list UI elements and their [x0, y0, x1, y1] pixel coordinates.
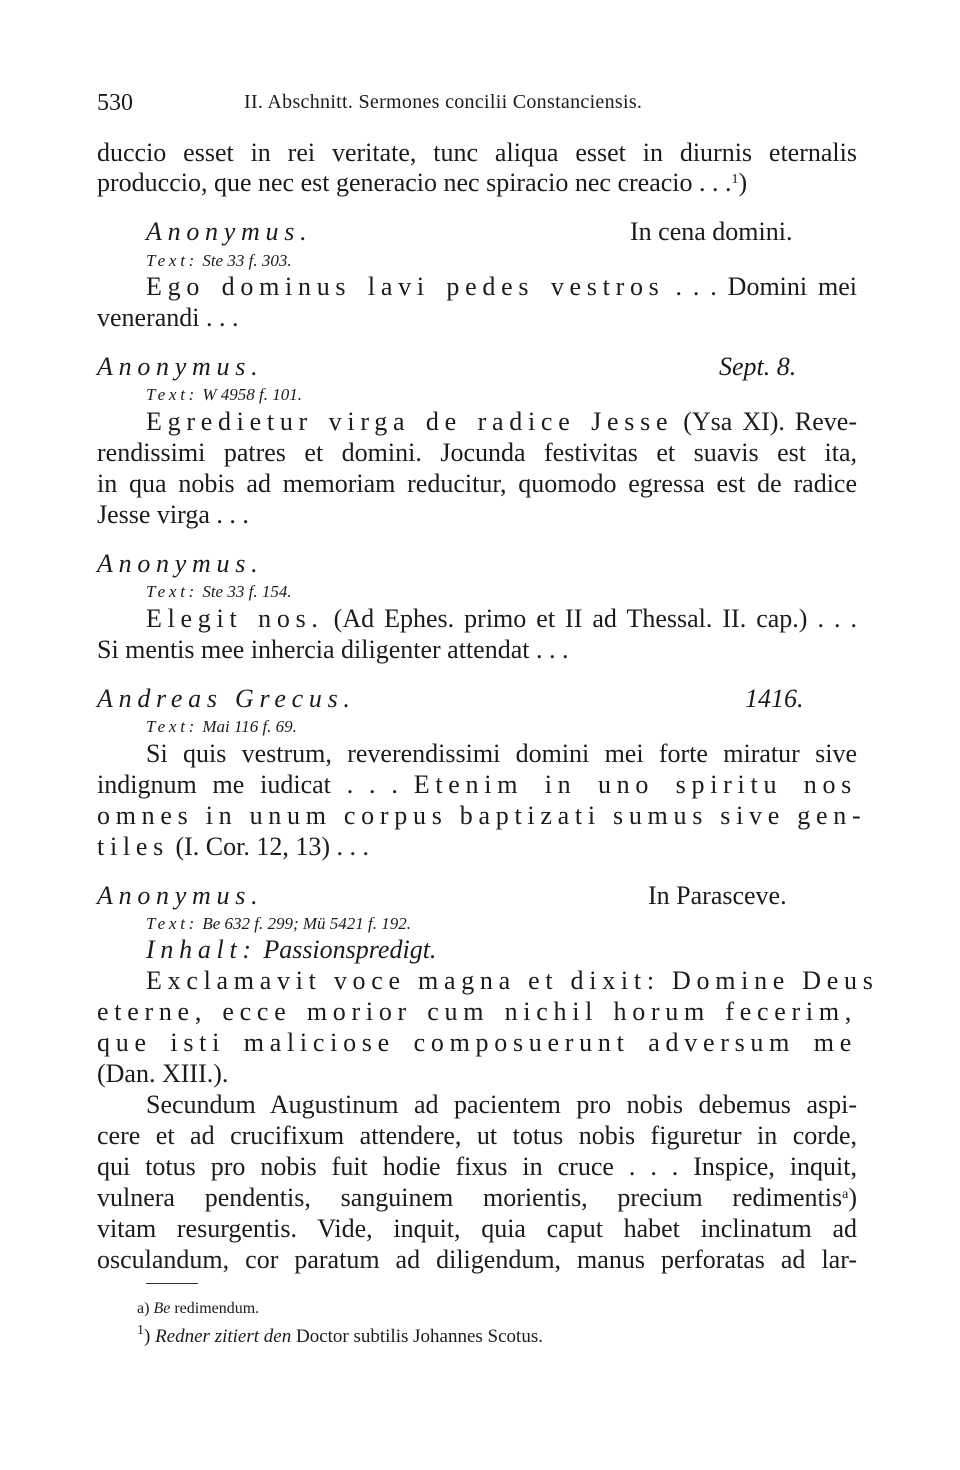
entry-5-incipit-3: que isti maliciose composuerunt adversum me: [97, 1028, 857, 1057]
entry-2-line-2: rendissimi patres et domini. Jocunda festivitas et suavis est ita,: [97, 438, 857, 467]
footnote-a: a) Be redimendum.: [137, 1300, 260, 1317]
entry-5-para-line-5: vitam resurgentis. Vide, inquit, quia caput habet inclinatum ad: [97, 1214, 857, 1243]
entry-2-line-3: in qua nobis ad memoriam reducitur, quomodo egressa est de radice: [97, 469, 857, 498]
entry-3-line-2: Si mentis mee inhercia diligenter attendat . . .: [97, 635, 569, 664]
footnote-ref-a: a: [842, 1187, 849, 1202]
opening-line-1: duccio esset in rei veritate, tunc aliqua esset in diurnis eternalis: [97, 138, 857, 167]
entry-5-para-line-3: qui totus pro nobis fuit hodie fixus in cruce . . . Inspice, inquit,: [97, 1152, 857, 1181]
entry-4-occasion: 1416.: [745, 684, 804, 713]
entry-1-author: Anonymus.: [146, 217, 313, 246]
entry-4-author: Andreas Grecus.: [97, 684, 356, 713]
entry-1-text-ref: Text: Ste 33 f. 303.: [146, 251, 292, 270]
entry-2-occasion: Sept. 8.: [719, 352, 797, 381]
entry-2-line-1: Egredietur virga de radice Jesse (Ysa XI). Reve-: [146, 407, 858, 436]
entry-3-author: Anonymus.: [97, 549, 264, 578]
entry-4-line-3: omnes in unum corpus baptizati sumus sive gen-: [97, 801, 867, 830]
entry-4-text-ref: Text: Mai 116 f. 69.: [146, 717, 297, 736]
entry-3-line-1: Elegit nos. (Ad Ephes. primo et II ad Thessal. II. cap.) . . .: [146, 604, 857, 633]
entry-2-line-4: Jesse virga . . .: [97, 500, 249, 529]
entry-2-text-ref: Text: W 4958 f. 101.: [146, 385, 302, 404]
entry-2-author: Anonymus.: [97, 352, 264, 381]
running-title: II. Abschnitt. Sermones concilii Constanciensis.: [244, 91, 643, 113]
entry-3-text-ref: Text: Ste 33 f. 154.: [146, 582, 292, 601]
entry-1-occasion: In cena domini.: [630, 217, 793, 246]
footnote-ref-1: 1: [731, 172, 739, 187]
entry-5-para-line-6: osculandum, cor paratum ad diligendum, manus perforatas ad lar-: [97, 1245, 857, 1274]
entry-5-para-line-2: cere et ad crucifixum attendere, ut totus nobis figuretur in corde,: [97, 1121, 857, 1150]
entry-5-para-line-4: vulnera pendentis, sanguinem morientis, precium redimentis$^a$): [97, 1183, 857, 1212]
entry-4-line-1: Si quis vestrum, reverendissimi domini mei forte miratur sive: [146, 739, 857, 768]
footnote-rule: [146, 1283, 198, 1284]
entry-5-line-4: (Dan. XIII.).: [97, 1059, 229, 1088]
opening-line-2: produccio, que nec est generacio nec spiracio nec creacio . . .$^1$): [97, 168, 748, 197]
footnote-1: $^1$) Redner zitiert den Doctor subtilis Johannes Scotus.: [137, 1323, 543, 1347]
page-number: 530: [97, 90, 133, 116]
entry-5-text-ref: Text: Be 632 f. 299; Mü 5421 f. 192.: [146, 914, 412, 933]
entry-5-para-line-1: Secundum Augustinum ad pacientem pro nobis debemus aspi-: [146, 1090, 857, 1119]
entry-5-incipit-1: Exclamavit voce magna et dixit: Domine Deus: [146, 966, 879, 995]
entry-1-line-2: venerandi . . .: [97, 303, 239, 332]
entry-5-author: Anonymus.: [97, 881, 264, 910]
entry-4-line-4: tiles (I. Cor. 12, 13) . . .: [97, 832, 369, 861]
entry-4-line-2: indignum me iudicat . . . Etenim in uno spiritu nos: [97, 770, 858, 799]
entry-5-content: Inhalt: Passionspredigt.: [146, 935, 437, 964]
entry-5-occasion: In Parasceve.: [648, 881, 787, 910]
entry-5-incipit-2: eterne, ecce morior cum nichil horum fecerim,: [97, 997, 857, 1026]
entry-1-line-1: Ego dominus lavi pedes vestros . . . Domini mei: [146, 272, 858, 301]
